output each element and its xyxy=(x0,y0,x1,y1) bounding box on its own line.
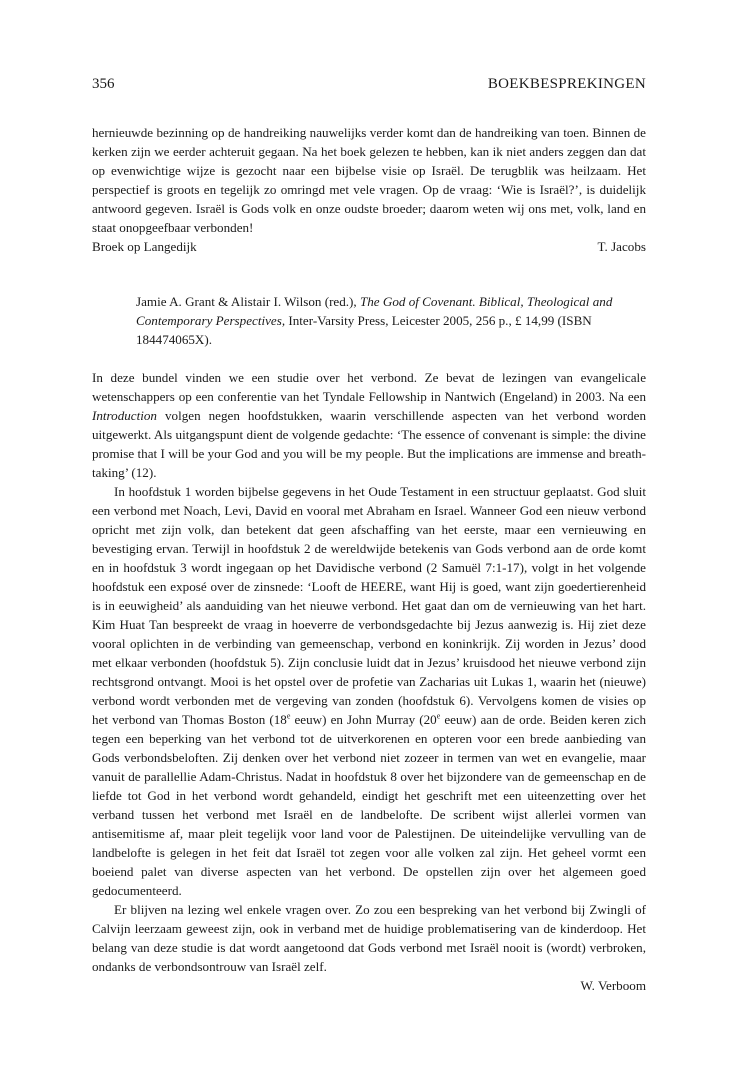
page-header xyxy=(92,76,646,100)
book-authors: Jamie A. Grant & Alistair I. Wilson (red.), xyxy=(136,294,360,309)
review-2-p1-text-b: volgen negen hoofdstukken, waarin verschillende aspecten van het verbond worden uitgewerkt. Als uitgangspunt dient de volgende gedachte: ‘The essence of convenant is simple: the divine promise that I will be your God and you will be my people. But the implications are immense and breath-taking’ (12). xyxy=(92,408,646,480)
review-1 xyxy=(92,123,646,256)
review-1-reviewer: T. Jacobs xyxy=(597,239,646,254)
review-2-book-reference xyxy=(136,292,646,349)
review-1-paragraph: hernieuwde bezinning op de handreiking nauwelijks verder komt dan de handreiking van toen. Binnen de kerken zijn we eerder achteruit gegaan. Na het boek gelezen te hebben, kan ik niet anders zeggen dan dat op evenwichtige wijze is gezocht naar een bijbelse visie op Israël. De terugblik was heilzaam. Het perspectief is groots en tegelijk zo omringd met vele vragen. Op de vraag: ‘Wie is Israël?’, is duidelijk antwoord gegeven. Israël is Gods volk en onze oudste broeder; daarom weten wij ons met, volk, land en staat onopgeefbaar verbonden! xyxy=(92,125,646,235)
review-1-place: Broek op Langedijk xyxy=(92,239,197,254)
book-publisher: Inter-Varsity Press, Leicester 2005, 256 p., £ 14,99 (ISBN 184474065X). xyxy=(136,313,592,347)
running-title: BOEKBESPREKINGEN xyxy=(487,76,646,92)
superscript: e xyxy=(286,711,291,721)
review-2-p2-text-b: eeuw) en John Murray (20 xyxy=(290,712,437,727)
review-1-signature xyxy=(92,237,646,256)
superscript: e xyxy=(436,711,441,721)
review-2-p2-text-c: eeuw) aan de orde. Beiden keren zich tegen een beperking van het verbond tot de uitverkorenen en opteren voor een brede aanbieding van Gods verbondsbeloften. Zij denken over het verbond niet zozeer in termen van wet en evangelie, maar vanuit de parallellie Adam-Christus. Nadat in hoofdstuk 8 over het bijzondere van de gemeenschap en de liefde tot God in het verbond wordt gehandeld, eindigt het geschrift met een uiteenzetting over het verband tussen het verbond met Israël en de landbelofte. De scribent wijst allerlei vormen van antisemitisme af, maar pleit tegelijk voor land voor de Palestijnen. De uiteindelijke vervulling van de landbelofte is gelegen in het feit dat Israël tot zegen voor alle volken zal zijn. Het geheel vormt een boeiend palet van diverse aspecten van het verbond. De opstellen zijn over het algemeen goed gedocumenteerd. xyxy=(92,712,646,898)
review-2-paragraph-1 xyxy=(92,368,646,482)
book-title: The God of Covenant. Biblical, Theological and Contemporary Perspectives, xyxy=(136,294,613,328)
review-2-reviewer: W. Verboom xyxy=(580,978,646,993)
review-2 xyxy=(92,368,646,995)
review-2-paragraph-2 xyxy=(92,482,646,900)
review-2-paragraph-3: Er blijven na lezing wel enkele vragen over. Zo zou een bespreking van het verbond bij Zwingli of Calvijn leerzaam geweest zijn, ook in verband met de huidige problematisering van de kinderdoop. Het belang van deze studie is dat wordt aangetoond dat Gods verbond met Israël nooit is (wordt) verbroken, ondanks de verbondsontrouw van Israël zelf. xyxy=(92,902,646,974)
page-number: 356 xyxy=(92,76,115,92)
review-2-p1-italic: Introduction xyxy=(92,408,157,423)
review-2-p1-text-a: In deze bundel vinden we een studie over het verbond. Ze bevat de lezingen van evangelicale wetenschappers op een conferentie van het Tyndale Fellowship in Nantwich (Engeland) in 2003. Na een xyxy=(92,370,646,404)
review-2-p2-text-a: In hoofdstuk 1 worden bijbelse gegevens in het Oude Testament in een structuur geplaatst. God sluit een verbond met Noach, Levi, David en vooral met Abraham en Israel. Wanneer God een nieuw verbond opricht met zijn volk, dan betekent dat geen afschaffing van het eerste, maar een vernieuwing en bevestiging ervan. Terwijl in hoofdstuk 2 de wereldwijde betekenis van Gods verbond aan de orde komt en in hoofdstuk 3 wordt ingegaan op het Davidische verbond (2 Samuël 7:1-17), volgt in het volgende hoofdstuk een exposé over de zinsnede: ‘Looft de HEERE, want Hij is goed, want zijn goedertierenheid is in eeuwigheid’ als aanduiding van het nieuwe verbond. Het gaat dan om de vernieuwing van het hart. Kim Huat Tan bespreekt de vraag in hoeverre de verbondsgedachte bij Jezus aanwezig is. Hij ziet deze vooral oplichten in de verbinding van gemeenschap, verbond en koninkrijk. Zij worden in Jezus’ dood met elkaar verbonden (hoofdstuk 5). Zijn conclusie luidt dat in Jezus’ kruisdood het nieuwe verbond zijn rechtsgrond ontvangt. Mooi is het opstel over de profetie van Zacharias uit Lukas 1, waarin het (nieuwe) verbond wordt verbonden met de vergeving van zonden (hoofdstuk 6). Vervolgens komen de visies op het verbond van Thomas Boston (18 xyxy=(92,484,646,727)
